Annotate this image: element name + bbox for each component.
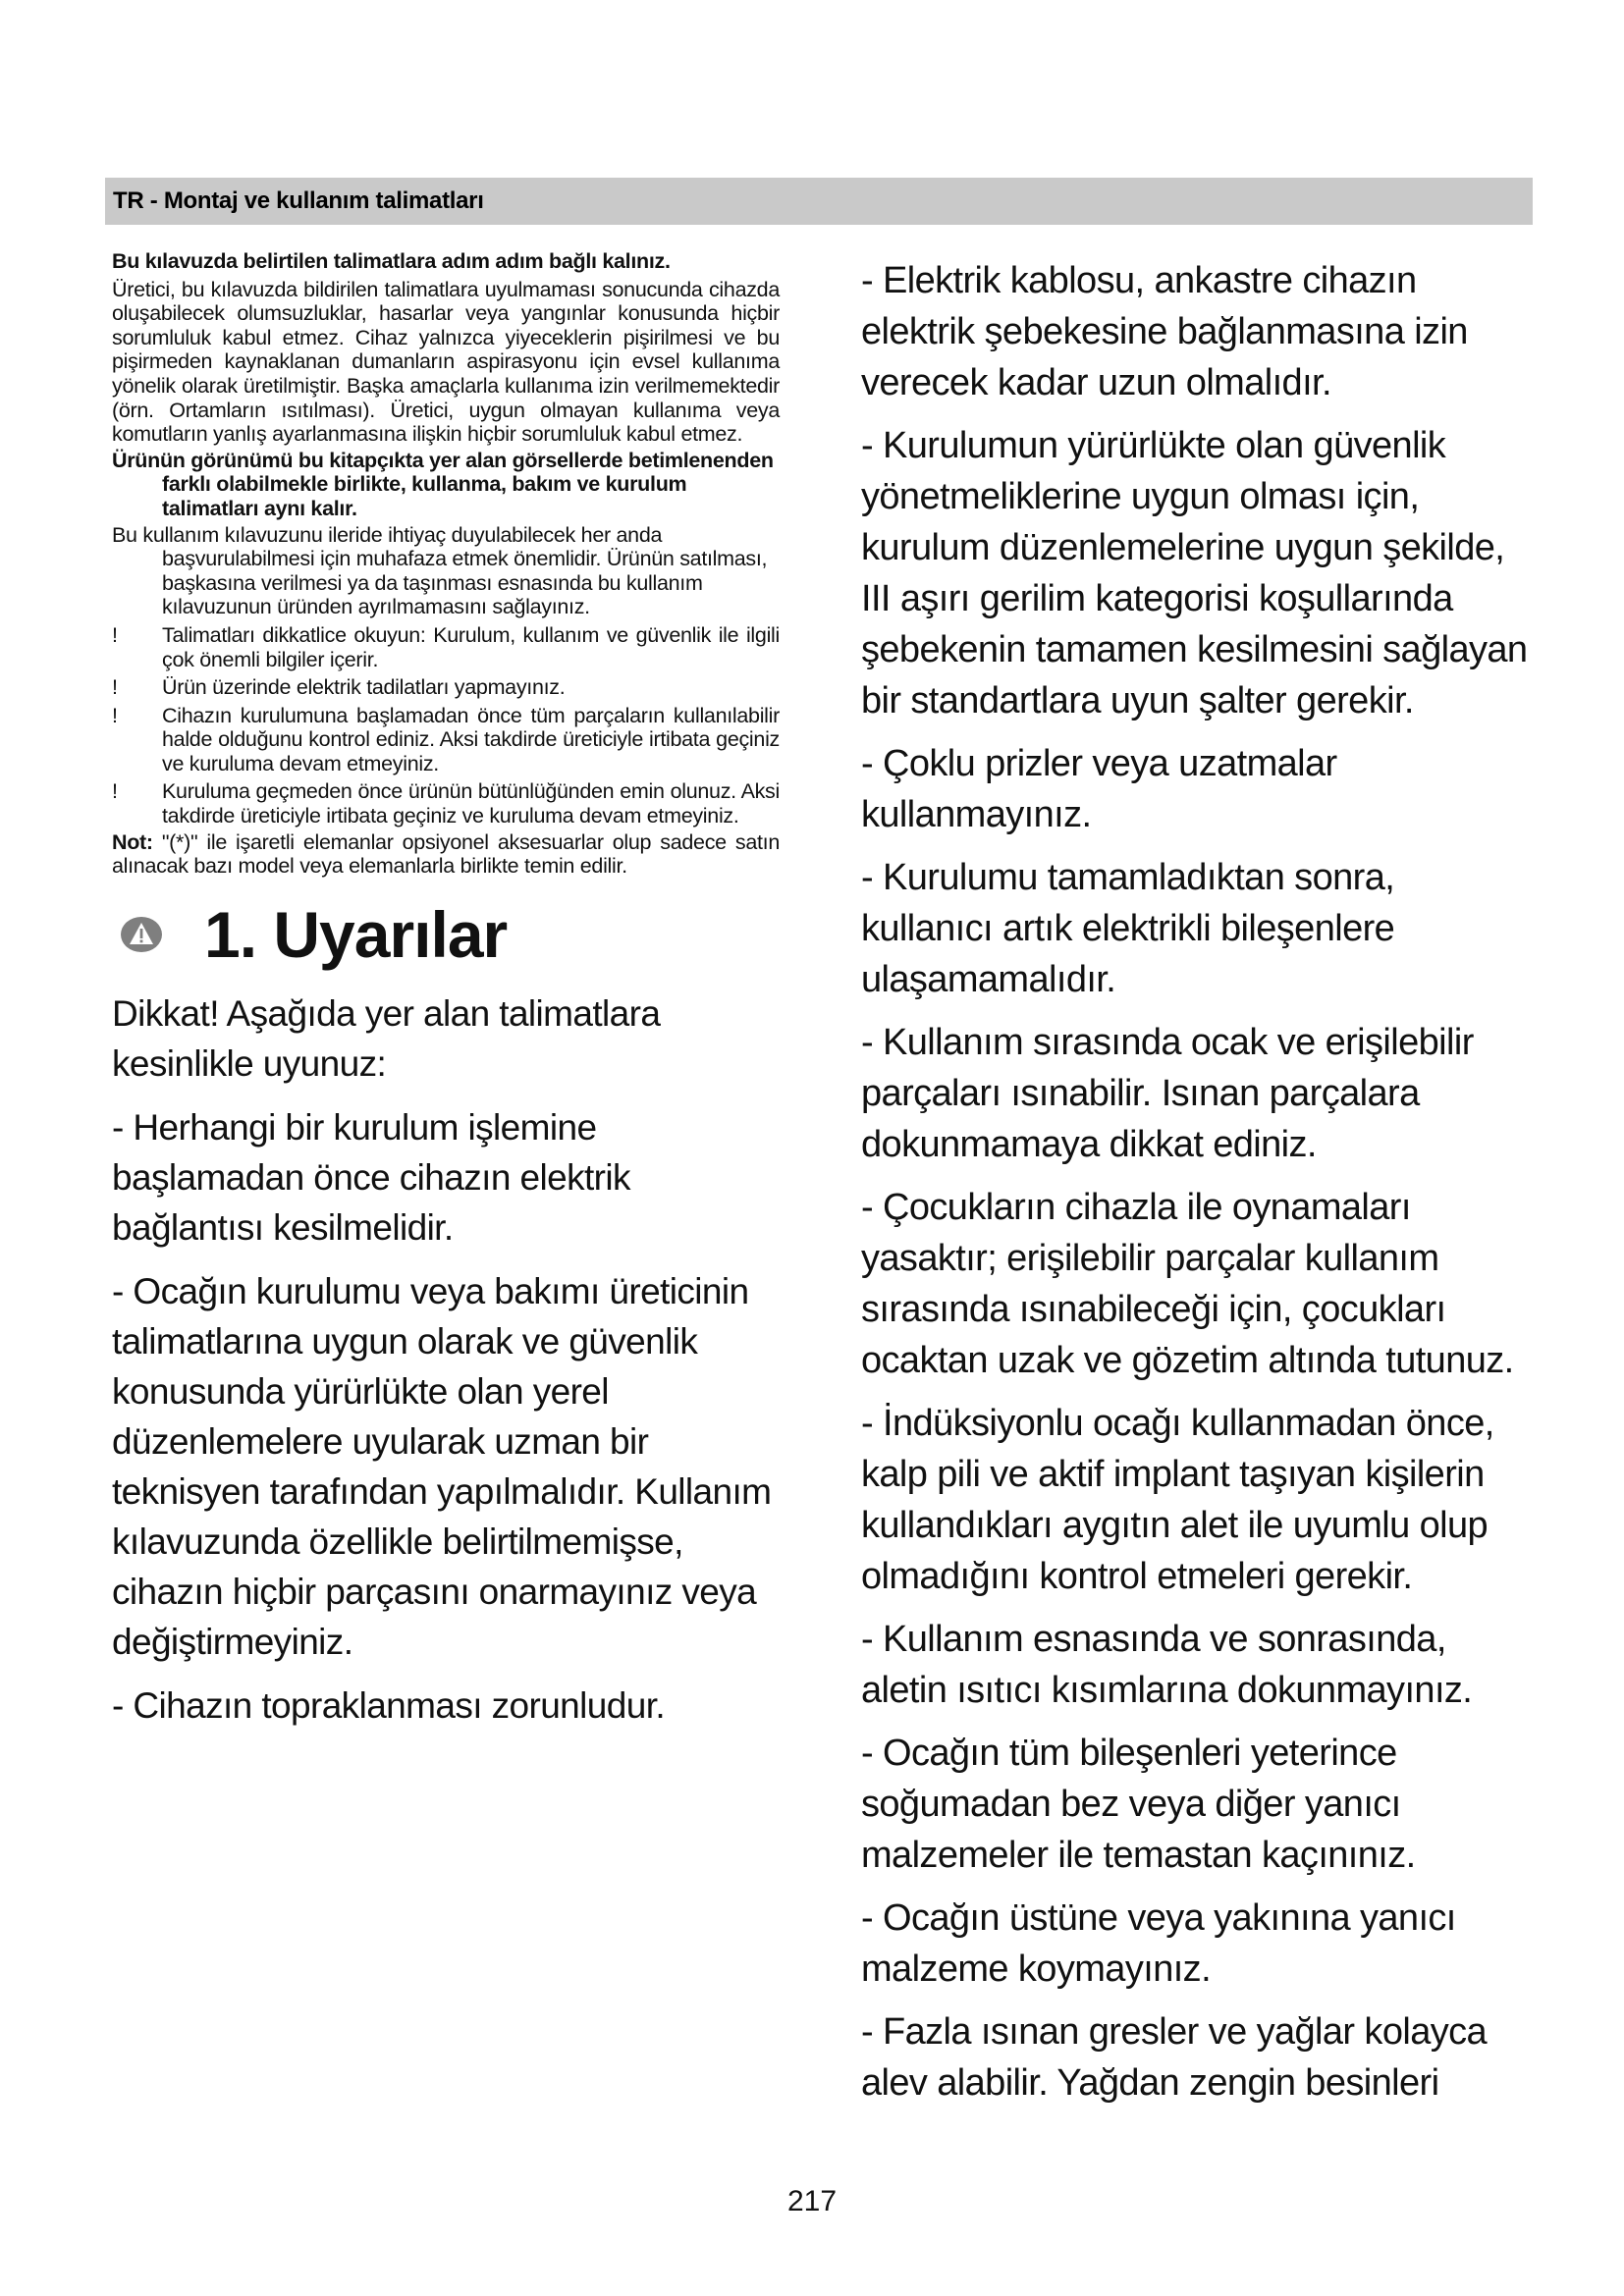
right-column [861, 255, 1529, 2120]
section-header: TR - Montaj ve kullanım talimatları [105, 178, 1533, 225]
warning-paragraph: - Ocağın tüm bileşenleri yeterince soğumadan bez veya diğer yanıcı malzemeler ile temastan kaçınınız. [861, 1733, 1416, 1876]
exclamation-icon: ! [112, 779, 118, 804]
warnings-title [112, 897, 780, 971]
caution-item-text: Ürün üzerinde elektrik tadilatları yapmayınız. [162, 675, 566, 700]
section-heading: 1. Uyarılar [204, 897, 508, 971]
caution-item-text: Talimatları dikkatlice okuyun: Kurulum, kullanım ve güvenlik ile ilgili çok önemli bilgiler içerir. [162, 622, 780, 671]
warning-paragraph: - Çocukların cihazla ile oynamaları yasaktır; erişilebilir parçalar kullanım sırasında ısınabileceği için, çocukları ocaktan uzak ve gözetim altında tutunuz. [861, 1187, 1514, 1381]
exclamation-icon: ! [112, 703, 118, 727]
caution-item [112, 704, 780, 776]
warning-paragraph: - Elektrik kablosu, ankastre cihazın elektrik şebekesine bağlanmasına izin verecek kadar uzun olmalıdır. [861, 260, 1468, 403]
caution-item-text: Cihazın kurulumuna başlamadan önce tüm parçaların kullanılabilir halde olduğunu kontrol ediniz. Aksi takdirde üreticiyle irtibata geçiniz ve kuruluma devam etmeyiniz. [162, 703, 780, 775]
caution-item-text: Kuruluma geçmeden önce ürünün bütünlüğünden emin olunuz. Aksi takdirde üreticiyle irtibata geçiniz ve kuruluma devam etmeyiniz. [162, 779, 780, 828]
warning-paragraph: Dikkat! Aşağıda yer alan talimatlara kesinlikle uyunuz: [112, 992, 661, 1084]
warning-paragraph: - Ocağın kurulumu veya bakımı üreticinin talimatlarına uygun olarak ve güvenlik konusunda yürürlükte olan yerel düzenlemelere uyularak uzman bir teknisyen tarafından yapılmalıdır. Kullanım kılavuzunda özellikle belirtilmemişse, cihazın hiçbir parçasını onarmayınız veya değiştirmeyiniz. [112, 1270, 772, 1662]
warning-paragraph: - Kurulumu tamamladıktan sonra, kullanıcı artık elektrikli bileşenlere ulaşamamalıdır. [861, 857, 1395, 1000]
left-column [112, 249, 780, 1744]
warning-paragraph: - Ocağın üstüne veya yakınına yanıcı malzeme koymayınız. [861, 1897, 1456, 1990]
warning-paragraph: - Çoklu prizler veya uzatmalar kullanmayınız. [861, 743, 1337, 835]
page-number: 217 [786, 2185, 838, 2217]
note-text: "(*)" ile işaretli elemanlar opsiyonel aksesuarlar olup sadece satın alınacak bazı model veya elemanlarla birlikte temin edilir. [112, 829, 780, 879]
warning-paragraph: - İndüksiyonlu ocağı kullanmadan önce, kalp pili ve aktif implant taşıyan kişilerin kullandıkları aygıtın alet ile uyumlu olup olmadığını kontrol etmeleri gerekir. [861, 1403, 1494, 1597]
caution-item [112, 779, 780, 828]
exclamation-icon: ! [112, 675, 118, 700]
note-paragraph [112, 830, 780, 879]
warning-paragraph: - Herhangi bir kurulum işlemine başlamadan önce cihazın elektrik bağlantısı kesilmelidir. [112, 1106, 630, 1248]
caution-item [112, 623, 780, 671]
caution-item [112, 675, 780, 700]
intro-paragraph-liability: Üretici, bu kılavuzda bildirilen talimatlara uyulmaması sonucunda cihazda oluşabilecek olumsuzluklar, hasarlar veya yangınlar konusunda hiçbir sorumluluk kabul etmez. Cihaz yalnızca yiyeceklerin pişirilmesi ve bu pişirmeden kaynaklanan dumanların aspirasyonu için evsel kullanıma yönelik olarak üretilmiştir. Başka amaçlarla kullanıma izin verilmemektedir (örn. Ortamların ısıtılması). Üretici, uygun olmayan kullanıma veya komutların yanlış ayarlanmasına ilişkin hiçbir sorumluluk kabul etmez. [112, 277, 780, 447]
exclamation-icon: ! [112, 622, 118, 647]
intro-appearance-note: Ürünün görünümü bu kitapçıkta yer alan görsellerde betimlenenden farklı olabilmekle birlikte, kullanma, bakım ve kurulum talimatları aynı kalır. [112, 448, 774, 520]
note-label: Not: [112, 829, 153, 854]
intro-keep-manual: Bu kullanım kılavuzunu ileride ihtiyaç duyulabilecek her anda başvurulabilmesi için muhafaza etmek önemlidir. Ürünün satılması, başkasına verilmesi ya da taşınması esnasında bu kullanım kılavuzunun üründen ayrılmamasını sağlayınız. [112, 522, 768, 619]
warning-paragraph: - Kullanım sırasında ocak ve erişilebilir parçaları ısınabilir. Isınan parçalara dokunmamaya dikkat ediniz. [861, 1022, 1474, 1165]
warning-icon [120, 915, 163, 954]
warning-paragraph: - Kullanım esnasında ve sonrasında, aletin ısıtıcı kısımlarına dokunmayınız. [861, 1619, 1473, 1711]
warning-paragraph: - Fazla ısınan gresler ve yağlar kolayca alev alabilir. Yağdan zengin besinleri [861, 2011, 1488, 2104]
warning-paragraph: - Kurulumun yürürlükte olan güvenlik yönetmeliklerine uygun olması için, kurulum düzenlemelerine uygun şekilde, III aşırı gerilim kategorisi koşullarında şebekenin tamamen kesilmesini sağlayan bir standartlara uyun şalter gerekir. [861, 425, 1528, 721]
warning-paragraph: - Cihazın topraklanması zorunludur. [112, 1684, 666, 1726]
intro-lead: Bu kılavuzda belirtilen talimatlara adım adım bağlı kalınız. [112, 249, 671, 273]
